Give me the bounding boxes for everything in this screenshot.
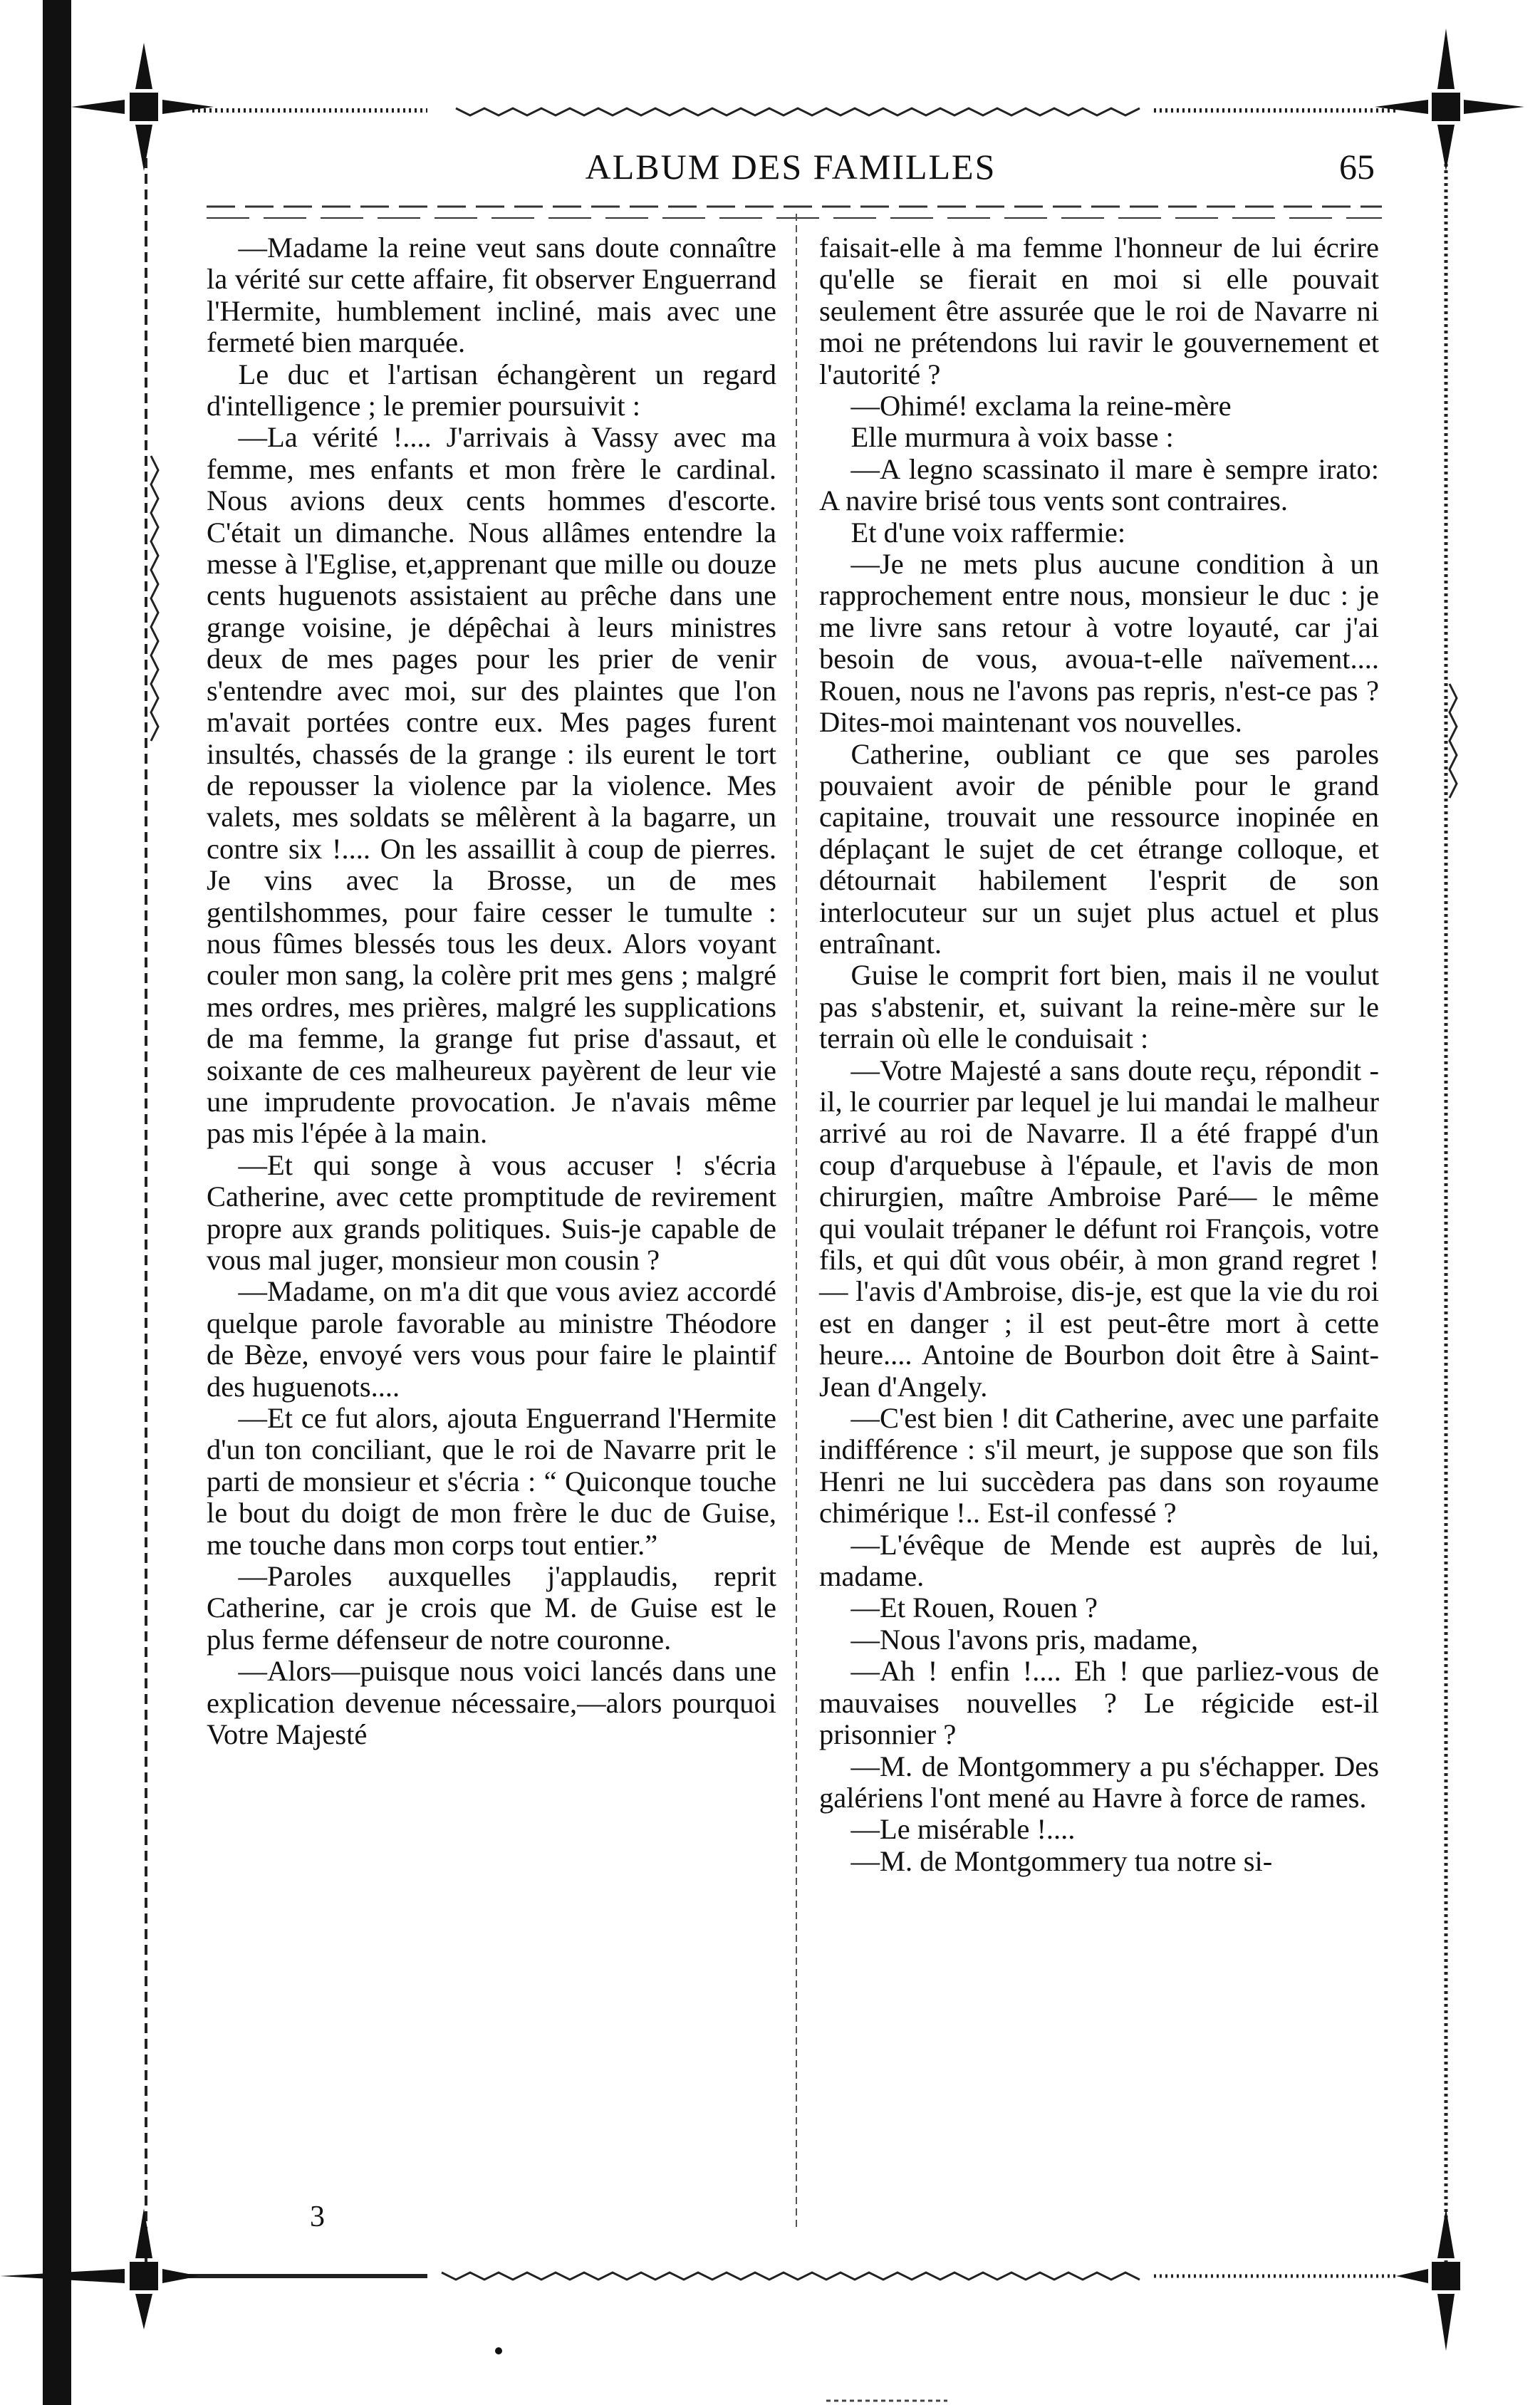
paragraph: —La vérité !.... J'arrivais à Vassy avec ma femme, mes enfants et mon frère le cardinal. Nous avions deux cents hommes d'escorte. C'était un dimanche. Nous allâmes entendre la messe à l'Eglise, et,apprenant que mille ou douze cents huguenots assistaient au prêche dans une grange voisine, je dépêchai à leurs ministres deux de mes pages pour les prier de venir s'entendre avec moi, sur des plaintes que l'on m'avait portées contre eux. Mes pages furent insultés, chassés de la grange : ils eurent le tort de repousser la violence par la violence. Mes valets, mes soldats se mêlèrent à la bagarre, un contre six !.... On les assaillit à coup de pierres. Je vins avec la Brosse, un de mes gentilshommes, pour faire cesser le tumulte : nous fûmes blessés tous les deux. Alors voyant couler mon sang, la colère prit mes gens ; malgré mes ordres, mes prières, malgré les supplications de ma femme, la grange fut prise d'assaut, et soixante de ces malheureux payèrent de leur vie une imprudente provocation. Je n'avais même pas mis l'épée à la main. — [207, 421, 776, 1150]
paragraph: —Je ne mets plus aucune condition à un rapprochement entre nous, monsieur le duc : je me livre sans retour à votre loyauté, car j'ai besoin de vous, avoua-t-elle naïvement.... Rouen, nous ne l'avons pas repris, n'est-ce pas ? Dites-moi maintenant vos nouvelles. — [819, 548, 1379, 739]
paragraph: —Paroles auxquelles j'applaudis, reprit Catherine, car je crois que M. de Guise est le plus ferme défenseur de notre couronne. — [207, 1560, 776, 1656]
paragraph: —C'est bien ! dit Catherine, avec une parfaite indifférence : s'il meurt, je suppose que son fils Henri ne lui succèdera pas dans son royaume chimérique !.. Est-il confessé ? — [819, 1402, 1379, 1529]
paragraph: —Nous l'avons pris, madame, — [850, 1623, 1199, 1656]
paragraph: —Et Rouen, Rouen ? — [850, 1591, 1098, 1624]
paragraph: —Ah ! enfin !.... Eh ! que parliez-vous de mauvaises nouvelles ? Le régicide est-il prisonnier ? — [819, 1655, 1379, 1751]
paragraph: Elle murmura à voix basse : — [850, 421, 1174, 454]
paragraph: —Et qui songe à vous accuser ! s'écria Catherine, avec cette promptitude de revirement propre aux grands politiques. Suis-je capable de vous mal juger, monsieur mon cousin ? — [207, 1148, 776, 1276]
paragraph: Le duc et l'artisan échangèrent un regard d'intelligence ; le premier poursuivit : — [207, 358, 776, 422]
paragraph: —L'évêque de Mende est auprès de lui, madame. — [819, 1528, 1379, 1593]
paragraph: —A legno scassinato il mare è sempre irato: A navire brisé tous vents sont contraires. — [819, 452, 1379, 517]
paragraph: —Votre Majesté a sans doute reçu, répondit - il, le courrier par lequel je lui mandai le malheur arrivé au roi de Navarre. Il a été frappé d'un coup d'arquebuse à l'épaule, et l'avis de mon chirurgien, maître Ambroise Paré— le même qui voulait trépaner le défunt roi François, votre fils, et qui dût vous obéir, à mon grand regret ! — l'avis d'Ambroise, dis-je, est que la vie du roi est en danger ; il est peut-être mort à cette heure.... Antoine de Bourbon doit être à Saint-Jean d'Angely. — [819, 1054, 1379, 1403]
running-head: ALBUM DES FAMILLES — [585, 147, 997, 187]
paragraph: faisait-elle à ma femme l'honneur de lui écrire qu'elle se fierait en moi si elle pouvait seulement être assurée que le roi de Navarre ni moi ne prétendons lui ravir le gouvernement et l'autorité ? — [819, 232, 1379, 390]
paragraph: —Alors—puisque nous voici lancés dans une explication devenue nécessaire,—alors pourquoi Votre Majesté — [207, 1655, 776, 1751]
text-column-left — [207, 232, 776, 1751]
page-header — [207, 146, 1375, 203]
paragraph: Et d'une voix raffermie: — [850, 516, 1126, 549]
signature-mark: 3 — [310, 2201, 325, 2233]
paragraph: Guise le comprit fort bien, mais il ne voulut pas s'abstenir, et, suivant la reine-mère sur le terrain où elle le conduisait : — [819, 959, 1379, 1055]
paragraph: —Le misérable !.... — [850, 1813, 1076, 1846]
paragraph: —M. de Montgommery a pu s'échapper. Des galériens l'ont mené au Havre à force de rames. — [819, 1750, 1379, 1814]
paragraph: —Et ce fut alors, ajouta Enguerrand l'Hermite d'un ton conciliant, que le roi de Navarre prit le parti de monsieur et s'écria : “ Quiconque touche le bout du doigt de mon frère le duc de Guise, me touche dans mon corps tout entier.” — [207, 1402, 776, 1561]
paragraph: —M. de Montgommery tua notre si- — [850, 1844, 1273, 1877]
text-column-right — [819, 232, 1379, 1877]
page-number: 65 — [1339, 147, 1375, 187]
paragraph: Catherine, oubliant ce que ses paroles pouvaient avoir de pénible pour le grand capitaine, trouvait une ressource inopinée en déplaçant le sujet de cet étrange colloque, et détournait habilement l'esprit de son interlocuteur sur un sujet plus actuel et plus entraînant. — [819, 737, 1379, 960]
paragraph: —Madame, on m'a dit que vous aviez accordé quelque parole favorable au ministre Théodore de Bèze, envoyé vers vous pour faire le plaintif des huguenots.... — [207, 1275, 776, 1403]
paragraph: —Ohimé! exclama la reine-mère — [850, 390, 1232, 422]
paragraph: —Madame la reine veut sans doute connaître la vérité sur cette affaire, fit observer Enguerrand l'Hermite, humblement incliné, mais avec une fermeté bien marquée. — [207, 232, 776, 359]
